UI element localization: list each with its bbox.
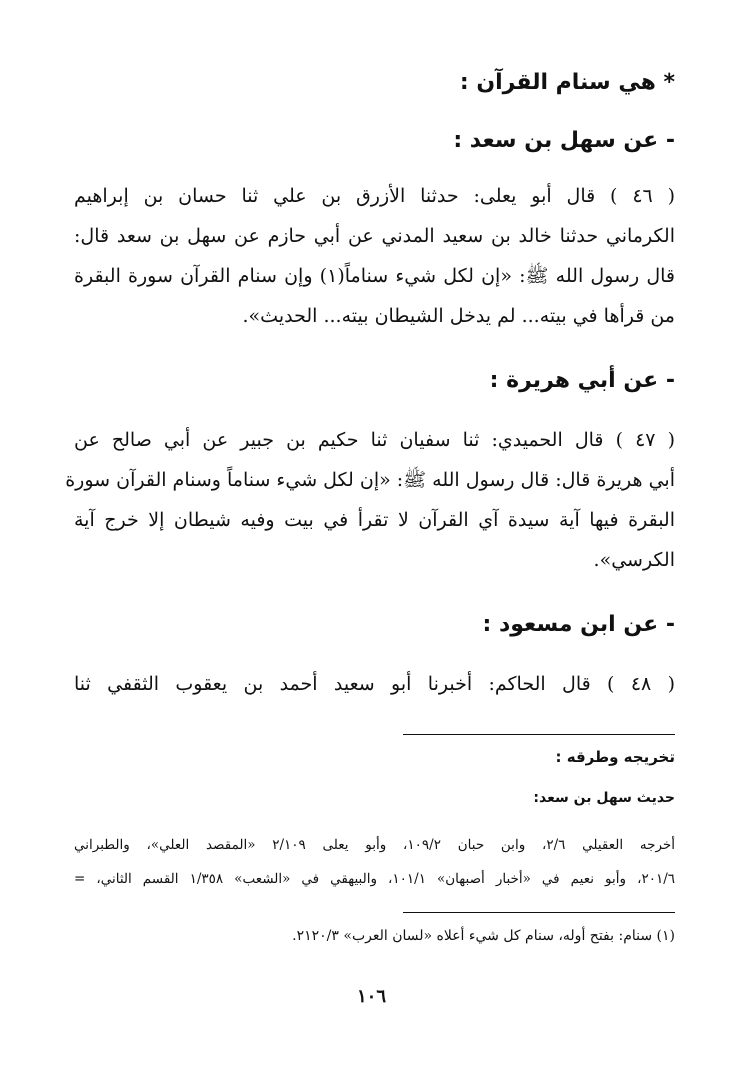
takhrij-heading: تخريجه وطرقه : <box>555 748 675 766</box>
text-line: الكرسي». <box>593 549 675 571</box>
narration-text-47 <box>65 420 675 580</box>
text-line: قال رسول الله ﷺ: «إن لكل شيء سناماً(١) وإن سنام القرآن سورة البقرة <box>74 265 675 287</box>
narration-heading-ibn-masud: - عن ابن مسعود : <box>482 612 675 637</box>
footnote-rule <box>403 912 675 913</box>
footnote: (١) سنام: بفتح أوله، سنام كل شيء أعلاه «لسان العرب» ٢١٢٠/٣. <box>292 928 675 944</box>
takhrij-text <box>74 828 675 896</box>
narration-heading-sahl: - عن سهل بن سعد : <box>453 128 675 153</box>
text-line: ( ٤٧ ) قال الحميدي: ثنا سفيان ثنا حكيم بن جبير عن أبي صالح عن <box>74 429 675 451</box>
text-line: ( ٤٦ ) قال أبو يعلى: حدثنا الأزرق بن علي ثنا حسان بن إبراهيم <box>74 185 675 207</box>
narration-heading-abu-hurayra: - عن أبي هريرة : <box>489 368 675 393</box>
separator-rule <box>403 734 675 735</box>
section-title: * هي سنام القرآن : <box>459 70 675 95</box>
text-line: البقرة فيها آية سيدة آي القرآن لا تقرأ في بيت وفيه شيطان إلا خرج آية <box>74 509 675 531</box>
text-line: الكرماني حدثنا خالد بن سعيد المدني عن أبي حازم عن سهل بن سعد قال: <box>74 225 675 247</box>
narration-text-48 <box>74 664 675 704</box>
text-line: ٢٠١/٦، وأبو نعيم في «أخبار أصبهان» ١٠١/١، والبيهقي في «الشعب» ١/٣٥٨ القسم الثاني، = <box>74 871 676 887</box>
text-line: من قرأها في بيته... لم يدخل الشيطان بيته... الحديث». <box>242 305 675 327</box>
text-line: أبي هريرة قال: قال رسول الله ﷺ: «إن لكل شيء سناماً وسنام القرآن سورة <box>65 469 675 491</box>
takhrij-subheading: حديث سهل بن سعد: <box>533 790 675 806</box>
narration-text-46 <box>74 176 675 336</box>
text-line: أخرجه العقيلي ٢/٦، وابن حبان ١٠٩/٢، وأبو يعلى ٢/١٠٩ «المقصد العلي»، والطبراني <box>74 837 675 853</box>
page-number: ١٠٦ <box>356 986 386 1007</box>
text-line: ( ٤٨ ) قال الحاكم: أخبرنا أبو سعيد أحمد بن يعقوب الثقفي ثنا <box>74 673 675 695</box>
